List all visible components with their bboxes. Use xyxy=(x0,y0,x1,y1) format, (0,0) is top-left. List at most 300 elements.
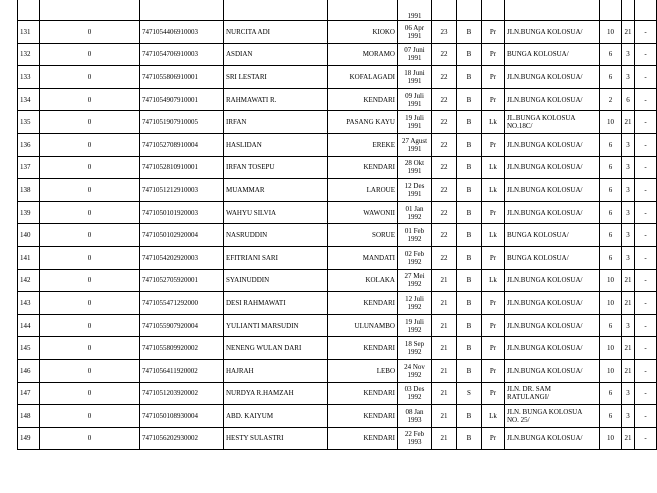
cell-birthdate-line-1: 02 Feb xyxy=(404,249,425,258)
table-cell xyxy=(328,0,398,21)
table-row xyxy=(18,359,657,382)
cell-rw: 21 xyxy=(622,21,635,44)
cell-rw: 3 xyxy=(622,382,635,405)
cell-blood-type: B xyxy=(457,201,482,224)
cell-blood-type: S xyxy=(457,382,482,405)
cell-flag: 0 xyxy=(40,382,140,405)
cell-sex: Pr xyxy=(482,337,505,360)
cell-rt: 6 xyxy=(600,156,622,179)
cell-name: SYAINUDDIN xyxy=(224,269,328,292)
cell-row-number: 138 xyxy=(18,179,40,202)
cell-flag: 0 xyxy=(40,111,140,134)
cell-birthdate-line-2: 1992 xyxy=(407,280,422,289)
cell-name: HASLIDAN xyxy=(224,133,328,156)
cell-blood-type: B xyxy=(457,337,482,360)
cell-age: 22 xyxy=(432,43,457,66)
table-cell xyxy=(505,0,600,21)
cell-name: YULIANTI MARSUDIN xyxy=(224,314,328,337)
cell-rw: 3 xyxy=(622,246,635,269)
cell-address-line-1: JLN.BUNGA KOLOSUA/ xyxy=(507,163,583,172)
cell-nik: 7471051203920002 xyxy=(140,382,224,405)
cell-birthdate-line-1: 19 Juli xyxy=(405,317,424,326)
cell-blood-type: B xyxy=(457,111,482,134)
cell-sex: Lk xyxy=(482,405,505,428)
cell-row-number: 139 xyxy=(18,201,40,224)
table-cell xyxy=(432,0,457,21)
cell-blood-type: B xyxy=(457,156,482,179)
cell-birthdate xyxy=(398,246,432,269)
cell-row-number: 134 xyxy=(18,88,40,111)
cell-mark: - xyxy=(635,156,657,179)
cell-row-number: 136 xyxy=(18,133,40,156)
cell-birthdate-line-1: 12 Des xyxy=(404,181,425,190)
cell-rt: 10 xyxy=(600,337,622,360)
cell-birthplace: KENDARI xyxy=(328,337,398,360)
cell-address-line-1: JLN.BUNGA KOLOSUA/ xyxy=(507,344,583,353)
cell-birthdate-line-2: 1992 xyxy=(407,235,422,244)
cell-mark: - xyxy=(635,66,657,89)
cell-nik: 7471055907920004 xyxy=(140,314,224,337)
table-cell xyxy=(40,0,140,21)
table-cell xyxy=(600,0,622,21)
cell-nik: 7471054907910001 xyxy=(140,88,224,111)
cell-rw: 21 xyxy=(622,292,635,315)
table-row xyxy=(18,246,657,269)
cell-age: 21 xyxy=(432,292,457,315)
cell-name: IRFAN TOSEPU xyxy=(224,156,328,179)
cell-flag: 0 xyxy=(40,246,140,269)
cell-flag: 0 xyxy=(40,133,140,156)
cell-rt: 6 xyxy=(600,382,622,405)
table-row xyxy=(18,269,657,292)
cell-nik: 7471054202920003 xyxy=(140,246,224,269)
table-row xyxy=(18,88,657,111)
cell-age: 22 xyxy=(432,246,457,269)
cell-blood-type: B xyxy=(457,88,482,111)
cell-nik: 7471054706910003 xyxy=(140,43,224,66)
cell-age: 21 xyxy=(432,405,457,428)
cell-rw: 3 xyxy=(622,179,635,202)
cell-rw: 3 xyxy=(622,224,635,247)
cell-blood-type: B xyxy=(457,179,482,202)
cell-blood-type: B xyxy=(457,427,482,450)
cell-nik: 7471050101920003 xyxy=(140,201,224,224)
table-row-top xyxy=(18,0,657,21)
cell-flag: 0 xyxy=(40,88,140,111)
table-cell xyxy=(482,0,505,21)
cell-address xyxy=(505,405,600,428)
cell-birthdate-line-1: 12 Juli xyxy=(405,294,424,303)
cell-birthplace: KENDARI xyxy=(328,292,398,315)
cell-name: EFITRIANI SARI xyxy=(224,246,328,269)
cell-birthplace: MORAMO xyxy=(328,43,398,66)
cell-name: NURCITA ADI xyxy=(224,21,328,44)
cell-sex: Pr xyxy=(482,201,505,224)
cell-address-line-1: JLN.BUNGA KOLOSUA/ xyxy=(507,185,583,194)
cell-mark: - xyxy=(635,111,657,134)
cell-rw: 3 xyxy=(622,43,635,66)
cell-address-line-1: BUNGA KOLOSUA/ xyxy=(507,253,569,262)
cell-nik: 7471051212910003 xyxy=(140,179,224,202)
cell-birthdate-line-1: 09 Juli xyxy=(405,91,424,100)
cell-mark: - xyxy=(635,246,657,269)
cell-row-number: 149 xyxy=(18,427,40,450)
cell-birthdate-line-2: 1991 xyxy=(407,31,422,40)
cell-birthplace: KOFALAGADI xyxy=(328,66,398,89)
cell-row-number: 146 xyxy=(18,359,40,382)
cell-birthdate-line-2: 1992 xyxy=(407,257,422,266)
cell-address-line-2: NO.18C/ xyxy=(507,122,533,131)
cell-address-line-1: JLN.BUNGA KOLOSUA/ xyxy=(507,276,583,285)
table-row xyxy=(18,292,657,315)
cell-birthdate xyxy=(398,66,432,89)
cell-address-line-1: JLN.BUNGA KOLOSUA/ xyxy=(507,321,583,330)
cell-address xyxy=(505,427,600,450)
resident-table xyxy=(17,0,657,450)
cell-address xyxy=(505,314,600,337)
cell-address xyxy=(505,133,600,156)
cell-row-number: 133 xyxy=(18,66,40,89)
cell-birthdate xyxy=(398,427,432,450)
cell-birthdate-line-2: 1992 xyxy=(407,325,422,334)
cell-address-line-1: JLN.BUNGA KOLOSUA/ xyxy=(507,27,583,36)
cell-rw: 3 xyxy=(622,314,635,337)
cell-birthdate-line-2: 1992 xyxy=(407,393,422,402)
cell-birthdate-line-2: 1991 xyxy=(407,189,422,198)
cell-birthdate-line-1: 27 Mei xyxy=(404,272,425,281)
cell-row-number: 143 xyxy=(18,292,40,315)
cell-rt: 10 xyxy=(600,21,622,44)
cell-age: 22 xyxy=(432,111,457,134)
cell-rt: 6 xyxy=(600,246,622,269)
cell-blood-type: B xyxy=(457,66,482,89)
cell-birthdate xyxy=(398,111,432,134)
cell-blood-type: B xyxy=(457,21,482,44)
table-row xyxy=(18,111,657,134)
cell-blood-type: B xyxy=(457,133,482,156)
cell-row-number: 145 xyxy=(18,337,40,360)
table-cell xyxy=(224,0,328,21)
cell-rt: 10 xyxy=(600,427,622,450)
cell-birthdate xyxy=(398,314,432,337)
cell-rt: 10 xyxy=(600,359,622,382)
cell-age: 21 xyxy=(432,337,457,360)
cell-flag: 0 xyxy=(40,337,140,360)
cell-row-number: 148 xyxy=(18,405,40,428)
table-row xyxy=(18,66,657,89)
cell-name: HESTY SULASTRI xyxy=(224,427,328,450)
cell-age: 21 xyxy=(432,359,457,382)
table-cell xyxy=(140,0,224,21)
cell-birthdate xyxy=(398,21,432,44)
cell-birthdate-line-2: 1991 xyxy=(407,144,422,153)
table-row xyxy=(18,224,657,247)
cell-rw: 6 xyxy=(622,88,635,111)
cell-rw: 21 xyxy=(622,359,635,382)
cell-flag: 0 xyxy=(40,224,140,247)
cell-birthdate-line-1: 07 Juni xyxy=(404,46,425,55)
cell-name: NENENG WULAN DARI xyxy=(224,337,328,360)
cell-age: 21 xyxy=(432,269,457,292)
cell-mark: - xyxy=(635,382,657,405)
cell-birthdate-line-2: 1993 xyxy=(407,438,422,447)
cell-name: DESI RAHMAWATI xyxy=(224,292,328,315)
cell-birthdate xyxy=(398,337,432,360)
cell-sex: Pr xyxy=(482,43,505,66)
cell-address xyxy=(505,269,600,292)
cell-name: RAHMAWATI R. xyxy=(224,88,328,111)
cell-rw: 21 xyxy=(622,427,635,450)
cell-row-number: 141 xyxy=(18,246,40,269)
cell-nik: 7471056411920002 xyxy=(140,359,224,382)
cell-rw: 21 xyxy=(622,269,635,292)
cell-address-line-1: JLN. BUNGA KOLOSUA xyxy=(507,407,583,416)
cell-birthplace: KENDARI xyxy=(328,156,398,179)
cell-row-number: 137 xyxy=(18,156,40,179)
cell-nik: 7471055809920002 xyxy=(140,337,224,360)
cell-rt: 6 xyxy=(600,133,622,156)
cell-flag: 0 xyxy=(40,269,140,292)
cell-age: 23 xyxy=(432,21,457,44)
cell-flag: 0 xyxy=(40,43,140,66)
cell-mark: - xyxy=(635,427,657,450)
cell-birthplace: KENDARI xyxy=(328,382,398,405)
cell-nik: 7471052810910001 xyxy=(140,156,224,179)
table-cell xyxy=(622,0,635,21)
cell-birthdate-line-1: 19 Juli xyxy=(405,114,424,123)
cell-flag: 0 xyxy=(40,179,140,202)
cell-address-line-2: NO. 25/ xyxy=(507,415,530,424)
table-cell xyxy=(457,0,482,21)
cell-mark: - xyxy=(635,133,657,156)
cell-address-line-1: BUNGA KOLOSUA/ xyxy=(507,231,569,240)
cell-address xyxy=(505,21,600,44)
cell-birthplace: KOLAKA xyxy=(328,269,398,292)
cell-name: NURDYA R.HAMZAH xyxy=(224,382,328,405)
cell-name: WAHYU SILVIA xyxy=(224,201,328,224)
table-row xyxy=(18,405,657,428)
cell-name: IRFAN xyxy=(224,111,328,134)
cell-birthdate-line-2: 1992 xyxy=(407,302,422,311)
cell-address xyxy=(505,224,600,247)
cell-mark: - xyxy=(635,43,657,66)
cell-name: HAJRAH xyxy=(224,359,328,382)
cell-mark: - xyxy=(635,337,657,360)
cell-rt: 6 xyxy=(600,179,622,202)
cell-birthdate-line-2: 1992 xyxy=(407,370,422,379)
cell-address xyxy=(505,88,600,111)
cell-flag: 0 xyxy=(40,21,140,44)
cell-flag: 0 xyxy=(40,359,140,382)
cell-birthdate xyxy=(398,405,432,428)
cell-address-line-1: JLN.BUNGA KOLOSUA/ xyxy=(507,366,583,375)
cell-birthdate xyxy=(398,382,432,405)
cell-address-line-1: JLN.BUNGA KOLOSUA/ xyxy=(507,140,583,149)
cell-rw: 3 xyxy=(622,405,635,428)
cell-mark: - xyxy=(635,21,657,44)
cell-address xyxy=(505,337,600,360)
cell-rt: 10 xyxy=(600,111,622,134)
cell-mark: - xyxy=(635,201,657,224)
cell-blood-type: B xyxy=(457,359,482,382)
cell-birthdate-line-2: 1991 xyxy=(407,122,422,131)
cell-address xyxy=(505,246,600,269)
cell-rw: 21 xyxy=(622,111,635,134)
cell-age: 21 xyxy=(432,427,457,450)
cell-birthdate-line-2: 1991 xyxy=(407,99,422,108)
cell-birthdate xyxy=(398,292,432,315)
cell-age: 22 xyxy=(432,201,457,224)
cell-birthdate xyxy=(398,156,432,179)
cell-birthplace: MANDATI xyxy=(328,246,398,269)
cell-birthplace: WAWONII xyxy=(328,201,398,224)
cell-name: ASDIAN xyxy=(224,43,328,66)
table-cell xyxy=(635,0,657,21)
cell-nik: 7471055471292000 xyxy=(140,292,224,315)
cell-mark: - xyxy=(635,224,657,247)
cell-row-number: 132 xyxy=(18,43,40,66)
cell-birthplace: EREKE xyxy=(328,133,398,156)
cell-nik: 7471052708910004 xyxy=(140,133,224,156)
cell-address-line-1: JLN.BUNGA KOLOSUA/ xyxy=(507,95,583,104)
cell-age: 21 xyxy=(432,314,457,337)
cell-rt: 6 xyxy=(600,224,622,247)
cell-birthdate-line-2: 1991 xyxy=(407,54,422,63)
cell-age: 22 xyxy=(432,133,457,156)
cell-sex: Lk xyxy=(482,111,505,134)
cell-sex: Lk xyxy=(482,179,505,202)
cell-birthplace: KENDARI xyxy=(328,427,398,450)
cell-birthdate-line-2: 1992 xyxy=(407,212,422,221)
cell-birthdate xyxy=(398,133,432,156)
cell-birthplace: KENDARI xyxy=(328,88,398,111)
cell-blood-type: B xyxy=(457,405,482,428)
cell-birthdate-line-1: 06 Apr xyxy=(404,23,425,32)
cell-address xyxy=(505,156,600,179)
cell-address-line-1: JLN.BUNGA KOLOSUA/ xyxy=(507,298,583,307)
cell-address-line-1: JLN.BUNGA KOLOSUA/ xyxy=(507,72,583,81)
table-row xyxy=(18,337,657,360)
cell-sex: Pr xyxy=(482,382,505,405)
cell-blood-type: B xyxy=(457,246,482,269)
table-row xyxy=(18,156,657,179)
cell-sex: Pr xyxy=(482,359,505,382)
cell-row-number: 135 xyxy=(18,111,40,134)
cell-mark: - xyxy=(635,314,657,337)
cell-birthdate-line-1: 03 Des xyxy=(404,385,425,394)
cell-sex: Pr xyxy=(482,21,505,44)
cell-rt: 6 xyxy=(600,201,622,224)
cell-row-number: 131 xyxy=(18,21,40,44)
cell-mark: - xyxy=(635,88,657,111)
cell-flag: 0 xyxy=(40,314,140,337)
cell-birthplace: LAROUE xyxy=(328,179,398,202)
cell-birthdate xyxy=(398,201,432,224)
cell-address-line-1: JLN.BUNGA KOLOSUA/ xyxy=(507,434,583,443)
cell-birthdate-line-1: 18 Sep xyxy=(404,340,425,349)
cell-rt: 2 xyxy=(600,88,622,111)
cell-name: SRI LESTARI xyxy=(224,66,328,89)
cell-flag: 0 xyxy=(40,156,140,179)
cell-age: 22 xyxy=(432,179,457,202)
cell-sex: Pr xyxy=(482,88,505,111)
cell-name: NASRUDDIN xyxy=(224,224,328,247)
cell-birthdate-line-2: 1993 xyxy=(407,415,422,424)
cell-row-number: 144 xyxy=(18,314,40,337)
cell-flag: 0 xyxy=(40,292,140,315)
cell-birthdate xyxy=(398,359,432,382)
cell-mark: - xyxy=(635,179,657,202)
cell-row-number: 142 xyxy=(18,269,40,292)
cell-sex: Pr xyxy=(482,66,505,89)
cell-sex: Lk xyxy=(482,269,505,292)
cell-blood-type: B xyxy=(457,43,482,66)
cell-birthdate xyxy=(398,88,432,111)
cell-rw: 3 xyxy=(622,133,635,156)
cell-address xyxy=(505,201,600,224)
cell-birthplace: ULUNAMBO xyxy=(328,314,398,337)
cell-rw: 21 xyxy=(622,337,635,360)
cell-birthdate-line-1: 18 Juni xyxy=(404,68,425,77)
cell-rt: 6 xyxy=(600,405,622,428)
cell-sex: Pr xyxy=(482,246,505,269)
cell-nik: 7471054406910003 xyxy=(140,21,224,44)
cell-address xyxy=(505,382,600,405)
table-row xyxy=(18,133,657,156)
cell-rt: 10 xyxy=(600,269,622,292)
cell-nik: 7471051907910005 xyxy=(140,111,224,134)
cell-rt: 6 xyxy=(600,66,622,89)
cell-address-line-1: BUNGA KOLOSUA/ xyxy=(507,50,569,59)
table-row xyxy=(18,201,657,224)
cell-address xyxy=(505,179,600,202)
cell-flag: 0 xyxy=(40,201,140,224)
cell-age: 21 xyxy=(432,382,457,405)
cell-sex: Pr xyxy=(482,314,505,337)
table-row xyxy=(18,382,657,405)
cell-address-line-1: JLN.BUNGA KOLOSUA/ xyxy=(507,208,583,217)
cell-blood-type: B xyxy=(457,314,482,337)
cell-rw: 3 xyxy=(622,201,635,224)
cell-birthplace: SORUE xyxy=(328,224,398,247)
cell-sex: Pr xyxy=(482,292,505,315)
cell-birthdate-line-1: 22 Feb xyxy=(404,430,425,439)
cell-birthplace: KENDARI xyxy=(328,405,398,428)
cell-birthplace: PASANG KAYU xyxy=(328,111,398,134)
cell-address-line-1: JLN. DR. SAM xyxy=(507,385,551,394)
cell-rw: 3 xyxy=(622,66,635,89)
cell-birthplace: KIOKO xyxy=(328,21,398,44)
cell-birthdate xyxy=(398,224,432,247)
table-row xyxy=(18,427,657,450)
cell-flag: 0 xyxy=(40,66,140,89)
cell-age: 22 xyxy=(432,88,457,111)
cell-sex: Lk xyxy=(482,224,505,247)
cell-age: 22 xyxy=(432,156,457,179)
cell-address xyxy=(505,292,600,315)
cell-birthdate-line-2: 1991 xyxy=(407,167,422,176)
cell-name: ABD. KAIYUM xyxy=(224,405,328,428)
cell-address xyxy=(505,43,600,66)
cell-row-number: 140 xyxy=(18,224,40,247)
cell-birthdate xyxy=(398,269,432,292)
cell-mark: - xyxy=(635,359,657,382)
cell-flag: 0 xyxy=(40,405,140,428)
cell-rt: 6 xyxy=(600,314,622,337)
table-body xyxy=(18,0,657,450)
cell-blood-type: B xyxy=(457,224,482,247)
cell-birthdate-line-1: 08 Jan xyxy=(405,407,424,416)
